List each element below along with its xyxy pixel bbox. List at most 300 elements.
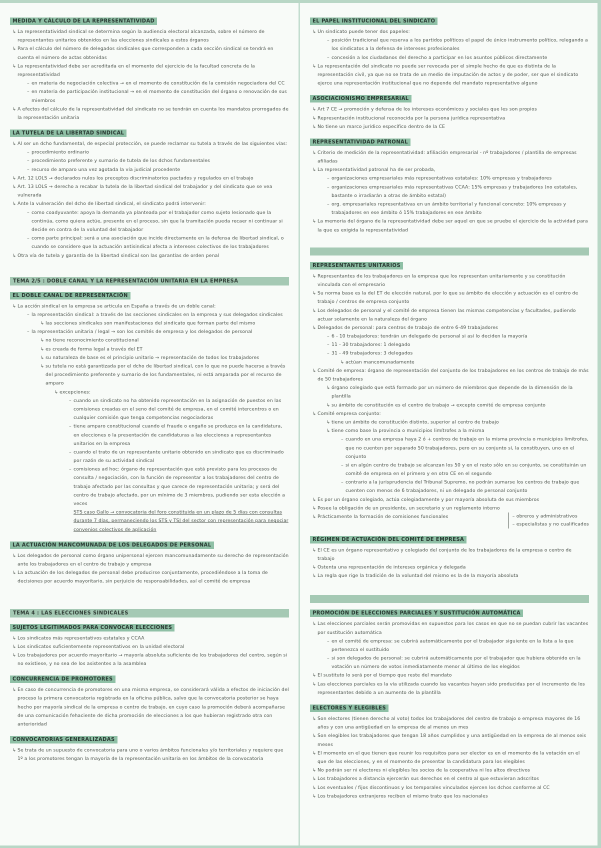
hook-arrow-icon: ↳ xyxy=(12,141,17,147)
note-line xyxy=(310,166,589,175)
note-text: La representatividad sindical se determina según la audiencia electoral alcanzada, sobre el número de representantes unitarios obtenidos en las elecciones sindicales a estos órganos xyxy=(17,29,265,44)
note-line xyxy=(10,45,289,62)
hook-arrow-icon: ↳ xyxy=(312,547,317,553)
note-text: como parte principal: será a una asociación que incide directamente en la defensa de libertad sindical, o cuando se considere que la actuación antisindical afecta a intereses colectivos de los trabajadores xyxy=(31,235,284,250)
separator-band xyxy=(310,247,589,255)
note-line xyxy=(310,513,589,529)
note-line xyxy=(10,88,289,105)
hook-arrow-icon: ↳ xyxy=(312,167,317,173)
note-text: Las elecciones parciales es la vía utilizada cuando las vacantes hayan sido producidas por el incremento de los representantes debido a un aumento de la plantilla xyxy=(317,681,586,696)
hook-arrow-icon: ↳ xyxy=(312,115,317,121)
section-header-label: EL DOBLE CANAL DE REPRESENTACIÓN xyxy=(10,292,130,300)
note-text: Prácticamente la formación de comisiones funcionales xyxy=(317,514,449,520)
dash-marker: – xyxy=(327,37,330,44)
note-text: Las elecciones parciales serán promovidas en supuestos para los casos en que no se puedan cubrir las vacantes por sustitución automática xyxy=(317,621,589,636)
section-header xyxy=(10,15,289,25)
note-text: La representación del sindicato no puede ser revocada por el simple hecho de que es distinta de la representación civil, ya que no se trata de un medio de imputación de actos y de poder, ser que el sindicato ejerce una representación institucional que no depende del mandato representativo alguno xyxy=(317,63,579,87)
note-text: Representación institucional reconocida por la persona jurídica representativa xyxy=(317,115,506,121)
note-text: excepciones: xyxy=(59,389,91,395)
hook-arrow-icon: ↳ xyxy=(12,63,17,69)
note-line xyxy=(10,200,289,209)
bullet-group xyxy=(10,302,289,534)
section-header xyxy=(10,127,289,137)
vertical-gap xyxy=(10,591,289,606)
note-line xyxy=(310,217,589,234)
note-text: La regla que rige la tradición de la voluntad del mismo es la de la mayoría absoluta xyxy=(317,573,519,579)
note-text: A efectos del cálculo de la representatividad del sindicato no se tendrán en cuenta los mandatos prorrogados de la representación unitaria xyxy=(17,106,289,121)
hook-arrow-icon: ↳ xyxy=(312,410,317,417)
note-line xyxy=(10,651,289,668)
note-text: El CE es un órgano representativo y colegiado del conjunto de los trabajadores de la empresa o centro de trabajo xyxy=(317,547,572,562)
note-line xyxy=(310,495,589,504)
page-edge-right xyxy=(598,0,601,848)
note-line xyxy=(10,234,289,251)
note-text: es creada de forma legal a través del ET xyxy=(45,346,143,352)
note-text: La acción sindical en la empresa se articula en España a través de un doble canal: xyxy=(17,303,216,309)
hook-arrow-icon: ↳ xyxy=(312,672,317,679)
bullet-group xyxy=(10,551,289,585)
note-text: procedimiento ordinario xyxy=(31,149,90,156)
dash-marker: – xyxy=(69,423,72,430)
note-text: Los trabajadores por acuerdo mayoritario → mayoría absoluta suficiente de los trabajadores del centro, según si no existiese, y no sea de los asistentes a la asamblea xyxy=(17,652,288,667)
section-header-label: MEDIDA Y CÁLCULO DE LA REPRESENTATIVIDAD xyxy=(10,18,157,26)
bullet-group xyxy=(310,620,589,697)
hook-arrow-icon: ↳ xyxy=(312,750,317,756)
note-text: Delegados de personal: para centros de trabajo de entre 6-49 trabajadores xyxy=(317,324,499,331)
dash-marker: – xyxy=(27,166,30,173)
note-line xyxy=(310,435,589,461)
note-text: Los eventuales / fijos discontinuos y los temporales vinculados ejercen los dchos conforme al CC xyxy=(317,784,550,791)
note-text: organizaciones empresariales más representativas estatales: 10% empresas y trabajadores xyxy=(331,175,552,182)
note-line xyxy=(310,409,589,418)
hook-arrow-icon: ↳ xyxy=(326,385,331,391)
section-header-label: LA TUTELA DE LA LIBERTAD SINDICAL xyxy=(10,130,127,138)
note-line xyxy=(10,569,289,586)
dash-marker: – xyxy=(327,175,330,182)
note-text: No tiene un marco jurídico específico dentro de la CE xyxy=(317,123,446,130)
note-text: Los delegados de personal y el comité de empresa tienen las mismas competencias y facultades, pudiendo actuar solamente en la naturaleza del órgano xyxy=(317,307,576,322)
note-line xyxy=(310,105,589,114)
note-text: la representación unitaria / legal → son los comités de empresa y los delegados de personal xyxy=(31,329,253,335)
note-line xyxy=(310,114,589,123)
tema-band: TEMA 4 : LAS ELECCIONES SINDICALES xyxy=(10,609,289,618)
note-text: tiene como base la provincia o municipios limítrofes a la misma xyxy=(331,428,485,434)
note-text: Representantes de los trabajadores en la empresa que los representan unitariamente y su constitución vinculada con el empresario xyxy=(317,273,566,288)
note-text: cuando en una empresa haya 2 ó + centros de trabajo en la misma provincia o municipios limítrofes, que no cuenten por separado 50 trabajadores, pero en su conjunto sí, la constituyen, uno en el conjunto xyxy=(345,436,589,460)
note-line xyxy=(10,642,289,651)
hook-arrow-icon: ↳ xyxy=(312,514,317,520)
section-header xyxy=(10,673,289,683)
note-line xyxy=(310,671,589,680)
hook-arrow-icon: ↳ xyxy=(312,218,317,225)
note-line xyxy=(310,783,589,792)
note-line xyxy=(310,563,589,572)
note-text: Son electores (tienen derecho al voto) todos los trabajadores del centro de trabajo o empresa mayores de 16 años y con una antigüedad en la empresa de al menos un mes xyxy=(317,716,581,731)
hook-arrow-icon: ↳ xyxy=(340,359,345,365)
note-line xyxy=(10,336,289,345)
note-text: Los trabajadores a distancia ejercerán sus derechos en el centro al que estuvieran adscritos xyxy=(317,776,540,782)
note-text: Comité de empresa: órgano de representación del conjunto de los trabajadores en los centros de trabajo de más de 50 trabajadores xyxy=(317,367,589,382)
note-line xyxy=(10,634,289,643)
note-text: La memoria del órgano de la representatividad debe ser aquel en que se pruebe el ejercicio de la actividad para la que es exigida la representatividad xyxy=(317,218,588,233)
notes-column-right xyxy=(310,13,589,843)
section-header xyxy=(310,533,589,543)
hook-arrow-icon: ↳ xyxy=(312,149,317,156)
note-line xyxy=(310,62,589,88)
note-line xyxy=(10,62,289,79)
dash-marker: – xyxy=(327,201,330,207)
note-line xyxy=(10,465,289,508)
note-text: en materia de negociación colectiva → en el momento de constitución de la comisión negociadora del CC xyxy=(31,80,285,87)
section-header xyxy=(310,702,589,712)
note-line xyxy=(10,551,289,568)
dash-marker: – xyxy=(327,54,330,61)
vertical-gap xyxy=(310,585,589,592)
note-line xyxy=(10,148,289,157)
hook-arrow-icon: ↳ xyxy=(12,201,17,207)
note-line xyxy=(310,546,589,563)
dash-marker: – xyxy=(341,436,344,443)
note-text: Es por un órgano colegiado, actúa colegiadamente y por mayoría absoluta de sus miembros xyxy=(317,496,540,503)
note-line xyxy=(310,680,589,697)
hook-arrow-icon: ↳ xyxy=(12,635,17,641)
dash-marker: – xyxy=(327,350,330,357)
hook-arrow-icon: ↳ xyxy=(12,175,17,181)
note-line xyxy=(310,478,589,495)
side-item: – obreros y administrativos xyxy=(512,513,578,519)
note-text: las secciones sindicales son manifestaciones del sindicato que forman parte del mismo xyxy=(45,320,256,327)
note-line xyxy=(310,323,589,332)
note-line xyxy=(10,251,289,260)
note-text: concesión a los ciudadanos del derecho a participar en los asuntos públicos directamente xyxy=(331,54,548,61)
note-text: la representación sindical: a través de las secciones sindicales en la empresa y sus delegados sindicales xyxy=(31,311,283,318)
note-line xyxy=(310,200,589,217)
hook-arrow-icon: ↳ xyxy=(312,505,317,511)
note-text: procedimiento preferente y sumario de tutela de los dchos fundamentales xyxy=(31,158,211,164)
bullet-group xyxy=(10,686,289,729)
note-line xyxy=(310,53,589,62)
dash-marker: – xyxy=(341,462,344,468)
dash-marker: – xyxy=(327,333,330,340)
note-line xyxy=(310,349,589,358)
dash-marker: – xyxy=(341,479,344,486)
section-header xyxy=(310,15,589,25)
note-line xyxy=(10,208,289,234)
note-text: Los sindicatos más representativos estatales y CCAA xyxy=(17,635,145,641)
note-text: Los delegados de personal como órgano unipersonal ejercen mancomunadamente su derecho de representación ante los trabajadores en el centro de trabajo y empresa xyxy=(17,552,289,567)
dash-marker: – xyxy=(27,329,30,335)
note-line xyxy=(310,775,589,784)
note-line xyxy=(10,174,289,183)
bullet-group xyxy=(310,715,589,801)
note-text: tiene amparo constitucional cuando el fraude o engaño se produzca en la candidatura, en elecciones o la presentación de candidaturas a las elecciones a representantes unitarios en la empresa xyxy=(73,423,283,447)
note-line xyxy=(310,272,589,289)
hook-arrow-icon: ↳ xyxy=(12,747,17,754)
dash-marker: – xyxy=(27,80,30,87)
note-text: en el comité de empresa: se cubrirá automáticamente por el trabajador siguiente en la lista a la que pertenezca el sustituido xyxy=(331,638,574,653)
note-line xyxy=(310,792,589,801)
section-header-label: ASOCIACIONISMO EMPRESARIAL xyxy=(310,95,411,103)
hook-arrow-icon: ↳ xyxy=(40,363,45,369)
note-line xyxy=(10,302,289,311)
note-line xyxy=(310,306,589,323)
note-line xyxy=(10,79,289,88)
hook-arrow-icon: ↳ xyxy=(12,643,17,650)
note-line xyxy=(310,572,589,581)
note-text: En caso de concurrencia de promotores en una misma empresa, se considerará válida a efectos de iniciación del proceso la primera convocatoria registrada en la oficina pública, salvo que la convocatoria posterior se haya hecho por mayoría sindical de la empresa o centro de trabajo, en cuyo caso la promoción deberá acompañarse de una comunicación fehaciente de dicha promoción de elecciones a los que hubieran registrado otra con anterioridad xyxy=(17,687,289,727)
note-line xyxy=(310,749,589,766)
note-text: recurso de amparo una vez agotada la vía judicial procedente xyxy=(31,166,181,173)
note-line xyxy=(310,418,589,427)
hook-arrow-icon: ↳ xyxy=(12,252,17,259)
note-text: comisiones ad hoc: órgano de representación que está previsto para los procesos de consulta / negociación, con la función de representar a los trabajadores del centro de trabajo afectado por las consultas y que carece de representación unitaria; y será del centro de trabajo afectado, por un mínimo de 3 miembros, pudiendo ser esta elección a veces xyxy=(73,466,286,507)
note-line xyxy=(310,36,589,53)
hook-arrow-icon: ↳ xyxy=(40,337,45,344)
note-text: La representatividad patronal ha de ser probada, xyxy=(317,167,436,173)
note-text: si son delegados de personal: se cubrirá automáticamente por el trabajador que hubiera obtenido en la votación un número de votos inmediatamente menor al último de los elegidos xyxy=(331,655,581,670)
dash-marker: – xyxy=(27,89,30,95)
dash-marker: – xyxy=(69,397,72,404)
separator-band xyxy=(310,595,589,603)
dash-marker: – xyxy=(27,158,30,164)
dash-marker: – xyxy=(69,466,72,473)
section-header-label: EL PAPEL INSTITUCIONAL DEL SINDICATO xyxy=(310,18,438,26)
note-line xyxy=(310,289,589,306)
note-line xyxy=(310,732,589,749)
note-line xyxy=(10,448,289,465)
note-text: La representatividad debe ser acreditada en el momento del ejercicio de la facultad concreta de la representatividad xyxy=(17,63,255,78)
note-line xyxy=(310,504,589,513)
section-header xyxy=(310,136,589,146)
hook-arrow-icon: ↳ xyxy=(312,273,317,279)
hook-arrow-icon: ↳ xyxy=(312,307,317,314)
hook-arrow-icon: ↳ xyxy=(40,346,45,352)
note-text: su naturaleza de base es el principio unitario → representación de todos los trabajadores xyxy=(45,354,260,361)
note-line xyxy=(310,715,589,732)
note-line xyxy=(310,654,589,671)
hook-arrow-icon: ↳ xyxy=(312,776,317,782)
note-line xyxy=(310,401,589,410)
section-header xyxy=(10,621,289,631)
note-line xyxy=(10,157,289,166)
note-line xyxy=(310,148,589,165)
note-line xyxy=(310,461,589,478)
tema-band: TEMA 2/5 : DOBLE CANAL Y LA REPRESENTACIÓN UNITARIA EN LA EMPRESA xyxy=(10,277,289,286)
section-header xyxy=(10,734,289,744)
note-text: como coadyuvante: apoya la demanda ya planteada por el trabajador como sujeto lesionado que la continúa, como quiera actúe, presente en el proceso, sin que la tramitación pueda recaer ni continuar si decide en contra de la voluntad del trabajador xyxy=(31,209,283,233)
section-header-label: REPRESENTANTES UNITARIOS xyxy=(310,262,403,270)
note-text: no tiene reconocimiento constitucional xyxy=(45,337,139,344)
section-header xyxy=(310,93,589,103)
note-text: No podrán ser ni electores ni elegibles los socios de la cooperativa ni los altos directivos xyxy=(317,767,531,774)
note-text: Posee la obligación de un presidente, un secretario y un reglamento interno xyxy=(317,505,500,511)
note-text: El sustituto lo será por el tiempo que reste del mandato xyxy=(317,672,452,679)
note-line xyxy=(310,341,589,350)
section-header-label: RÉGIMEN DE ACTUACIÓN DEL COMITÉ DE EMPRESA xyxy=(310,536,467,544)
note-line xyxy=(10,353,289,362)
hook-arrow-icon: ↳ xyxy=(312,367,317,374)
note-line xyxy=(10,328,289,337)
dash-marker: – xyxy=(69,449,72,455)
dash-marker: – xyxy=(327,184,330,190)
note-line xyxy=(310,358,589,367)
hook-arrow-icon: ↳ xyxy=(312,496,317,503)
columns-container xyxy=(10,13,590,843)
note-text: Para el cálculo del número de delegados sindicales que corresponden a cada sección sindical se tendrá en cuenta el número de actas obtenidas xyxy=(17,46,274,61)
hook-arrow-icon: ↳ xyxy=(312,681,317,687)
note-text: contrario a la jurisprudencia del Tribunal Supremo, no podrán sumarse los centros de trabajo que cuenten con menos de 6 trabajadores, ni un delegado de personal conjunto xyxy=(345,479,580,494)
note-text: actúan mancomunadamente xyxy=(345,359,415,365)
note-text: Ostenta una representación de intereses orgánica y delegada xyxy=(317,564,466,570)
note-text: 11 - 30 trabajadores: 1 delegado xyxy=(331,342,411,348)
hook-arrow-icon: ↳ xyxy=(12,687,17,693)
hook-arrow-icon: ↳ xyxy=(326,402,331,408)
bullet-group xyxy=(10,28,289,123)
note-text: La actuación de los delegados de personal debe producirse conjuntamente, procediéndose a la toma de decisiones por acuerdo mayoritario, sin perjuicio de responsabilidades, así el comité de empresa xyxy=(17,570,268,585)
note-line xyxy=(10,28,289,45)
note-text: Son elegibles los trabajadores que tengan 18 años cumplidos y una antigüedad en la empresa de al menos seis meses xyxy=(317,733,587,748)
page-edge-top xyxy=(0,0,601,3)
note-text: Se trata de un supuesto de convocatoria para uno o varios ámbitos funcionales y/o territoriales y requiere que 1º a los promotores tengan la mayoría de la representación unitaria en los ámbitos de la convocatoria xyxy=(17,747,284,762)
note-line xyxy=(10,422,289,448)
note-text: si en algún centro de trabajo se alcanzan los 50 y en el resto sólo en su conjunto, se constituirán un comité de empresa en el primero y en otro CE en el segundo xyxy=(345,462,587,477)
notes-column-left xyxy=(10,13,289,843)
dash-marker: – xyxy=(327,342,330,348)
hook-arrow-icon: ↳ xyxy=(12,106,17,112)
note-line xyxy=(310,366,589,383)
note-line xyxy=(10,396,289,422)
note-text: organizaciones empresariales más representativas CCAA: 15% empresas y trabajadores (no estatales, bastante o irradiarán a otras de ámbito estatal) xyxy=(331,184,578,199)
note-line xyxy=(10,388,289,397)
note-text: Art. 13 LOLS → derecho a recabar la tutela de la libertad sindical del trabajador y del sindicato que se vea vulnerada xyxy=(17,184,273,199)
note-text: 31 - 49 trabajadores: 3 delegados xyxy=(331,350,413,357)
note-text: org. empresariales representativas en un ámbito territorial y funcional concreto: 10% empresas y trabajadores en ese ámbito ó 15% trabajadores en ese ámbito xyxy=(331,201,567,216)
note-text: Los trabajadores extranjeros reciben el mismo trato que los nacionales xyxy=(317,793,488,799)
bullet-group xyxy=(310,148,589,234)
note-line xyxy=(10,746,289,763)
note-line xyxy=(10,345,289,354)
note-text: Criterio de medición de la representatividad: afiliación empresarial - nº trabajadores / plantilla de empresas afiliadas xyxy=(317,149,577,165)
note-text: Art. 12 LOLS → declarados nulos los preceptos discriminatorios pactados y regulados en el trabajo xyxy=(17,175,254,181)
hook-arrow-icon: ↳ xyxy=(12,303,17,309)
hook-arrow-icon: ↳ xyxy=(326,419,331,425)
side-item-list xyxy=(508,513,589,529)
bullet-group xyxy=(10,634,289,668)
vertical-gap xyxy=(10,265,289,274)
section-header-label: REPRESENTATIVIDAD PATRONAL xyxy=(310,138,410,146)
hook-arrow-icon: ↳ xyxy=(312,784,317,791)
note-text: Art 7 CE → promoción y defensa de los intereses económicos y sociales que les son propios xyxy=(317,106,537,113)
hook-arrow-icon: ↳ xyxy=(12,652,17,658)
note-line xyxy=(310,427,589,436)
note-line xyxy=(10,686,289,729)
hook-arrow-icon: ↳ xyxy=(312,793,317,799)
section-header-label: PROMOCIÓN DE ELECCIONES PARCIALES Y SUSTITUCIÓN AUTOMÁTICA xyxy=(310,610,523,618)
hook-arrow-icon: ↳ xyxy=(312,324,317,331)
side-item: – especialistas y no cualificados xyxy=(512,521,589,527)
note-text: Un sindicato puede tener dos papeles: xyxy=(317,29,410,35)
hook-arrow-icon: ↳ xyxy=(12,552,17,559)
note-text: Ante la vulneración del dcho de libertad sindical, el sindicato podrá intervenir: xyxy=(17,201,206,207)
hook-arrow-icon: ↳ xyxy=(312,106,317,113)
section-header xyxy=(310,259,589,269)
note-line xyxy=(310,28,589,37)
bullet-group xyxy=(310,105,589,131)
note-text: 6 - 10 trabajadores: tendrán un delegado de personal si así lo deciden la mayoría xyxy=(331,333,528,340)
note-text: STS caso Gallo → convocatoria del foro constituida en un plazo de 5 días con consultas durante 7 días, permaneciendo los STS y TSJ del sector con representación para negociar convenios colectivos de aplicación xyxy=(73,509,289,533)
note-line xyxy=(10,165,289,174)
note-text: cuando un sindicato no ha obtenido representación en la asignación de puestos en las comisiones creadas en el seno del comité de empresa, en el comité intercentros o en cualquier comisión que tenga competencias negociadoras xyxy=(73,397,282,421)
note-line xyxy=(310,637,589,654)
note-text: Su norma base es la del ET de elección natural, por lo que su ámbito de elección y actuación es el centro de trabajo / centros de empresa conjunto xyxy=(317,290,579,305)
note-text: tiene un ámbito de constitución distinto, superior al centro de trabajo xyxy=(331,419,499,425)
hook-arrow-icon: ↳ xyxy=(312,63,317,69)
note-text: su ámbito de constitución es el centro de trabajo → excepto comité de empresa conjunto xyxy=(331,402,546,408)
dash-marker: – xyxy=(27,149,30,156)
bullet-group xyxy=(310,28,589,88)
note-text: posición tradicional que reserva a los partidos políticos el papel de único instrumento político, relegando a los sindicatos a la defensa de intereses profesionales xyxy=(331,37,588,52)
section-header xyxy=(10,539,289,549)
hook-arrow-icon: ↳ xyxy=(312,573,317,579)
vertical-gap xyxy=(310,239,589,244)
section-header xyxy=(310,607,589,617)
section-header-label: ELECTORES Y ELEGIBLES xyxy=(310,705,389,713)
hook-arrow-icon: ↳ xyxy=(12,184,17,190)
hook-arrow-icon: ↳ xyxy=(312,123,317,130)
note-text: en materia de participación institucional → en el momento de constitución del órgano o renovación de sus miembros xyxy=(31,89,287,104)
hook-arrow-icon: ↳ xyxy=(312,290,317,297)
hook-arrow-icon: ↳ xyxy=(312,564,317,570)
section-header xyxy=(10,289,289,299)
hook-arrow-icon: ↳ xyxy=(312,733,317,739)
bullet-group xyxy=(310,272,589,528)
section-header-label: CONCURRENCIA DE PROMOTORES xyxy=(10,676,115,684)
note-line xyxy=(10,508,289,534)
hook-arrow-icon: ↳ xyxy=(40,354,45,361)
section-header-label: CONVOCATORIAS GENERALIZADAS xyxy=(10,736,117,744)
note-line xyxy=(10,105,289,122)
note-line xyxy=(10,310,289,319)
hook-arrow-icon: ↳ xyxy=(312,29,317,35)
dash-marker: – xyxy=(327,655,330,662)
note-text: Otra vía de tutela y garantía de la libertad sindical son las garantías de orden penal xyxy=(17,252,220,259)
note-text: Los sindicatos suficientemente representativos en la unidad electoral xyxy=(17,643,185,650)
bullet-group xyxy=(310,546,589,580)
hook-arrow-icon: ↳ xyxy=(40,320,45,327)
note-line xyxy=(10,183,289,200)
dash-marker: – xyxy=(27,235,30,242)
dash-marker: – xyxy=(27,209,30,216)
note-line xyxy=(310,332,589,341)
note-text: órgano colegiado que está formado por un número de miembros que depende de la dimensión de la plantilla xyxy=(331,385,573,400)
bullet-group xyxy=(10,746,289,763)
bullet-group xyxy=(10,140,289,260)
section-header-label: LA ACTUACIÓN MANCOMUNADA DE LOS DELEGADOS DE PERSONAL xyxy=(10,541,214,549)
hook-arrow-icon: ↳ xyxy=(12,46,17,52)
note-line xyxy=(310,122,589,131)
note-line xyxy=(310,174,589,183)
note-line xyxy=(10,362,289,388)
section-header-label: SUJETOS LEGITIMADOS PARA CONVOCAR ELECCIONES xyxy=(10,624,175,632)
hook-arrow-icon: ↳ xyxy=(54,389,59,395)
note-line xyxy=(310,384,589,401)
hook-arrow-icon: ↳ xyxy=(312,621,317,627)
note-line xyxy=(310,183,589,200)
dash-marker: – xyxy=(27,311,30,318)
hook-arrow-icon: ↳ xyxy=(12,29,17,35)
note-line xyxy=(10,319,289,328)
note-line xyxy=(10,140,289,149)
